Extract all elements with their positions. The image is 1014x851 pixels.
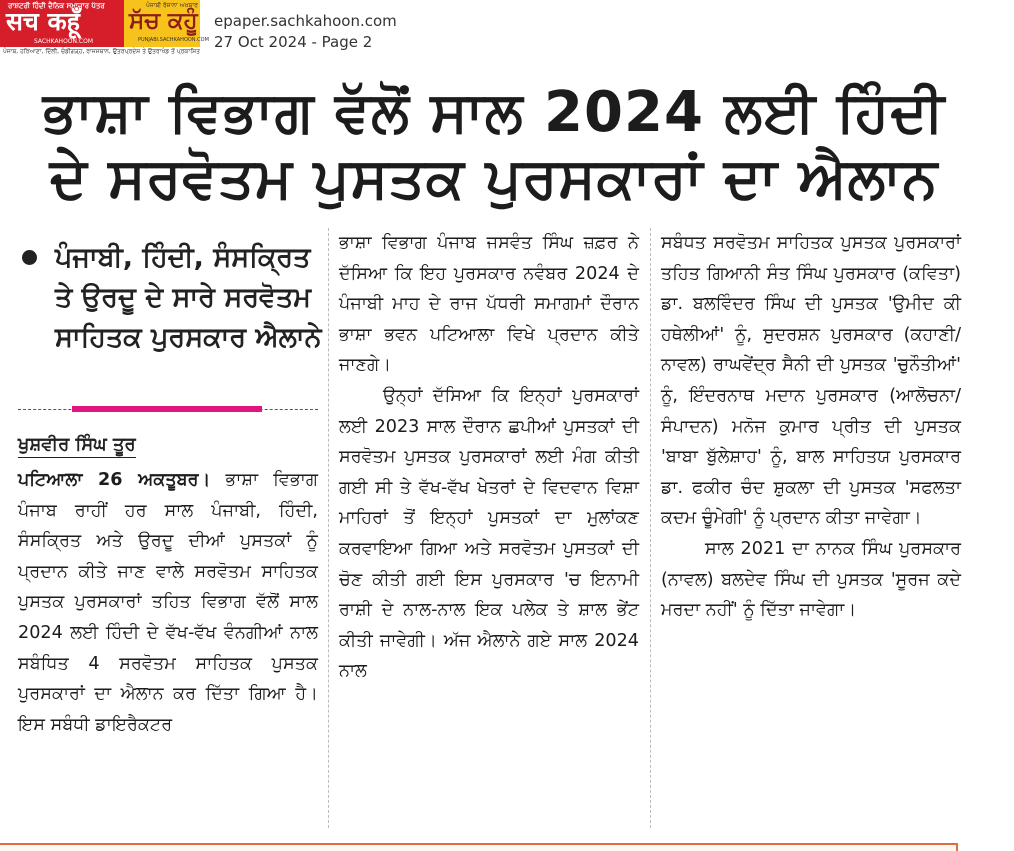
article-dateline: ਪਟਿਆਲਾ 26 ਅਕਤੂਬਰ। [18,470,211,490]
accent-underline [72,406,262,412]
sachkahoon-punjabi-logo[interactable] [124,0,209,47]
article-subhead: ਪੰਜਾਬੀ, ਹਿੰਦੀ, ਸੰਸਕ੍ਰਿਤ ਤੇ ਉਰਦੂ ਦੇ ਸਾਰੇ ਸਰਵੋਤਮ ਸਾਹਿਤਕ ਪੁਰਸਕਾਰ ਐਲਾਨੇ [55,242,322,353]
logo-red-brand: सच कहूँ [6,7,80,36]
article-byline: ਖੁਸ਼ਵੀਰ ਸਿੰਘ ਤੂਰ [18,433,136,458]
paragraph-text: ਭਾਸ਼ਾ ਵਿਭਾਗ ਪੰਜਾਬ ਰਾਹੀਂ ਹਰ ਸਾਲ ਪੰਜਾਬੀ, ਹਿੰਦੀ, ਸੰਸਕ੍ਰਿਤ ਅਤੇ ਉਰਦੂ ਦੀਆਂ ਪੁਸਤਕਾਂ ਨੂੰ ਪ੍ਰਦਾਨ ਕੀਤੇ ਜਾਣ ਵਾਲੇ ਸਰਵੋਤਮ ਸਾਹਿਤਕ ਪੁਸਤਕ ਪੁਰਸਕਾਰਾਂ ਤਹਿਤ ਵਿਭਾਗ ਵੱਲੋਂ ਸਾਲ 2024 ਲਈ ਹਿੰਦੀ ਦੇ ਵੱਖ-ਵੱਖ ਵੰਨਗੀਆਂ ਨਾਲ ਸਬੰਧਿਤ 4 ਸਰਵੋਤਮ ਸਾਹਿਤਕ ਪੁਸਤਕ ਪੁਰਸਕਾਰਾਂ ਦਾ ਐਲਾਨ ਕਰ ਦਿੱਤਾ ਗਿਆ ਹੈ। ਇਸ ਸਬੰਧੀ ਡਾਇਰੈਕਟਰ [18,470,319,735]
paragraph: ਸਬੰਧਤ ਸਰਵੋਤਮ ਸਾਹਿਤਕ ਪੁਸਤਕ ਪੁਰਸਕਾਰਾਂ ਤਹਿਤ ਗਿਆਨੀ ਸੰਤ ਸਿੰਘ ਪੁਰਸਕਾਰ (ਕਵਿਤਾ) ਡਾ. ਬਲਵਿੰਦਰ ਸਿੰਘ ਦੀ ਪੁਸਤਕ 'ਉਮੀਦ ਕੀ ਹਥੇਲੀਆਂ' ਨੂੰ, ਸੁਦਰਸ਼ਨ ਪੁਰਸਕਾਰ (ਕਹਾਣੀ/ਨਾਵਲ) ਰਾਘਵੇਂਦ੍ਰ ਸੈਨੀ ਦੀ ਪੁਸਤਕ 'ਚੁਨੌਤੀਆਂ' ਨੂੰ, ਇੰਦਰਨਾਥ ਮਦਾਨ ਪੁਰਸਕਾਰ (ਆਲੋਚਨਾ/ਸੰਪਾਦਨ) ਮਨੋਜ ਕੁਮਾਰ ਪ੍ਰੀਤ ਦੀ ਪੁਸਤਕ 'ਬਾਬਾ ਬੁੱਲੇਸ਼ਾਹ' ਨੂੰ, ਬਾਲ ਸਾਹਿਤਯ ਪੁਰਸਕਾਰ ਡਾ. ਫਕੀਰ ਚੰਦ ਸ਼ੁਕਲਾ ਦੀ ਪੁਸਤਕ 'ਸਫਲਤਾ ਕਦਮ ਚੂੰਮੇਗੀ' ਨੂੰ ਪ੍ਰਦਾਨ ਕੀਤਾ ਜਾਵੇਗਾ। [661,233,961,529]
column-divider [650,228,651,828]
paragraph: ਭਾਸ਼ਾ ਵਿਭਾਗ ਪੰਜਾਬ ਜਸਵੰਤ ਸਿੰਘ ਜ਼ਫ਼ਰ ਨੇ ਦੱਸਿਆ ਕਿ ਇਹ ਪੁਰਸਕਾਰ ਨਵੰਬਰ 2024 ਦੇ ਪੰਜਾਬੀ ਮਾਹ ਦੇ ਰਾਜ ਪੱਧਰੀ ਸਮਾਗਮਾਂ ਦੌਰਾਨ ਭਾਸ਼ਾ ਭਵਨ ਪਟਿਆਲਾ ਵਿਖੇ ਪ੍ਰਦਾਨ ਕੀਤੇ ਜਾਣਗੇ। [339,233,639,376]
next-article-box-edge [0,843,958,851]
source-date: 27 Oct 2024 - Page 2 [214,33,373,51]
logo-yellow-site: PUNJABI.SACHKAHOON.COM [138,37,209,43]
bullet-dot-icon [22,250,37,265]
paragraph: ਉਨ੍ਹਾਂ ਦੱਸਿਆ ਕਿ ਇਨ੍ਹਾਂ ਪੁਰਸਕਾਰਾਂ ਲਈ 2023 ਸਾਲ ਦੌਰਾਨ ਛਪੀਆਂ ਪੁਸਤਕਾਂ ਦੀ ਸਰਵੋਤਮ ਪੁਸਤਕ ਪੁਰਸਕਾਰਾਂ ਲਈ ਮੰਗ ਕੀਤੀ ਗਈ ਸੀ ਤੇ ਵੱਖ-ਵੱਖ ਖੇਤਰਾਂ ਦੇ ਵਿਦਵਾਨ ਵਿਸ਼ਾ ਮਾਹਿਰਾਂ ਤੋਂ ਇਨ੍ਹਾਂ ਪੁਸਤਕਾਂ ਦਾ ਮੁਲਾਂਕਣ ਕਰਵਾਇਆ ਗਿਆ ਅਤੇ ਸਰਵੋਤਮ ਪੁਸਤਕਾਂ ਦੀ ਚੋਣ ਕੀਤੀ ਗਈ ਇਸ ਪੁਰਸਕਾਰ 'ਚ ਇਨਾਮੀ ਰਾਸ਼ੀ ਦੇ ਨਾਲ-ਨਾਲ ਇਕ ਪਲੇਕ ਤੇ ਸ਼ਾਲ ਭੇਂਟ ਕੀਤੀ ਜਾਵੇਗੀ। ਅੱਜ ਐਲਾਨੇ ਗਏ ਸਾਲ 2024 ਨਾਲ [339,385,639,682]
logo-yellow-tagline: ਪੰਜਾਬੀ ਰੋਜ਼ਾਨਾ ਅਖ਼ਬਾਰ [146,2,198,9]
article-column-1 [18,465,318,831]
logo-yellow-brand: ਸੱਚ ਕਹੂੰ [129,8,198,34]
paragraph [18,465,318,740]
article-column-2 [339,228,639,828]
paragraph: ਸਾਲ 2021 ਦਾ ਨਾਨਕ ਸਿੰਘ ਪੁਰਸਕਾਰ (ਨਾਵਲ) ਬਲਦੇਵ ਸਿੰਘ ਦੀ ਪੁਸਤਕ 'ਸੂਰਜ ਕਦੇ ਮਰਦਾ ਨਹੀਂ' ਨੂੰ ਦਿੱਤਾ ਜਾਵੇਗਾ। [661,538,961,621]
column-divider [328,228,329,828]
article-headline: ਭਾਸ਼ਾ ਵਿਭਾਗ ਵੱਲੋਂ ਸਾਲ 2024 ਲਈ ਹਿੰਦੀ ਦੇ ਸਰਵੋਤਮ ਪੁਸਤਕ ਪੁਰਸਕਾਰਾਂ ਦਾ ਐਲਾਨ [42,80,946,211]
source-url[interactable]: epaper.sachkahoon.com [214,12,397,30]
logo-red-site: SACHKAHOON.COM [34,38,93,45]
logo-red-tagline: ਰਾਸ਼ਟਰੀ ਹਿੰਦੀ ਦੈਨਿਕ ਸਮਾਚਾਰ ਪੱਤਰ [8,2,105,10]
article-column-3 [661,228,961,828]
editions-strip: ਪੰਜਾਬ, ਹਰਿਆਣਾ, ਦਿੱਲੀ, ਚੰਡੀਗੜ੍ਹ, ਰਾਜਸਥਾਨ, ਉਤਰਪ੍ਰਦੇਸ਼ ਤੇ ਉਤਰਾਖੰਡ ਤੋਂ ਪ੍ਰਕਾਸ਼ਿਤ [0,47,200,56]
